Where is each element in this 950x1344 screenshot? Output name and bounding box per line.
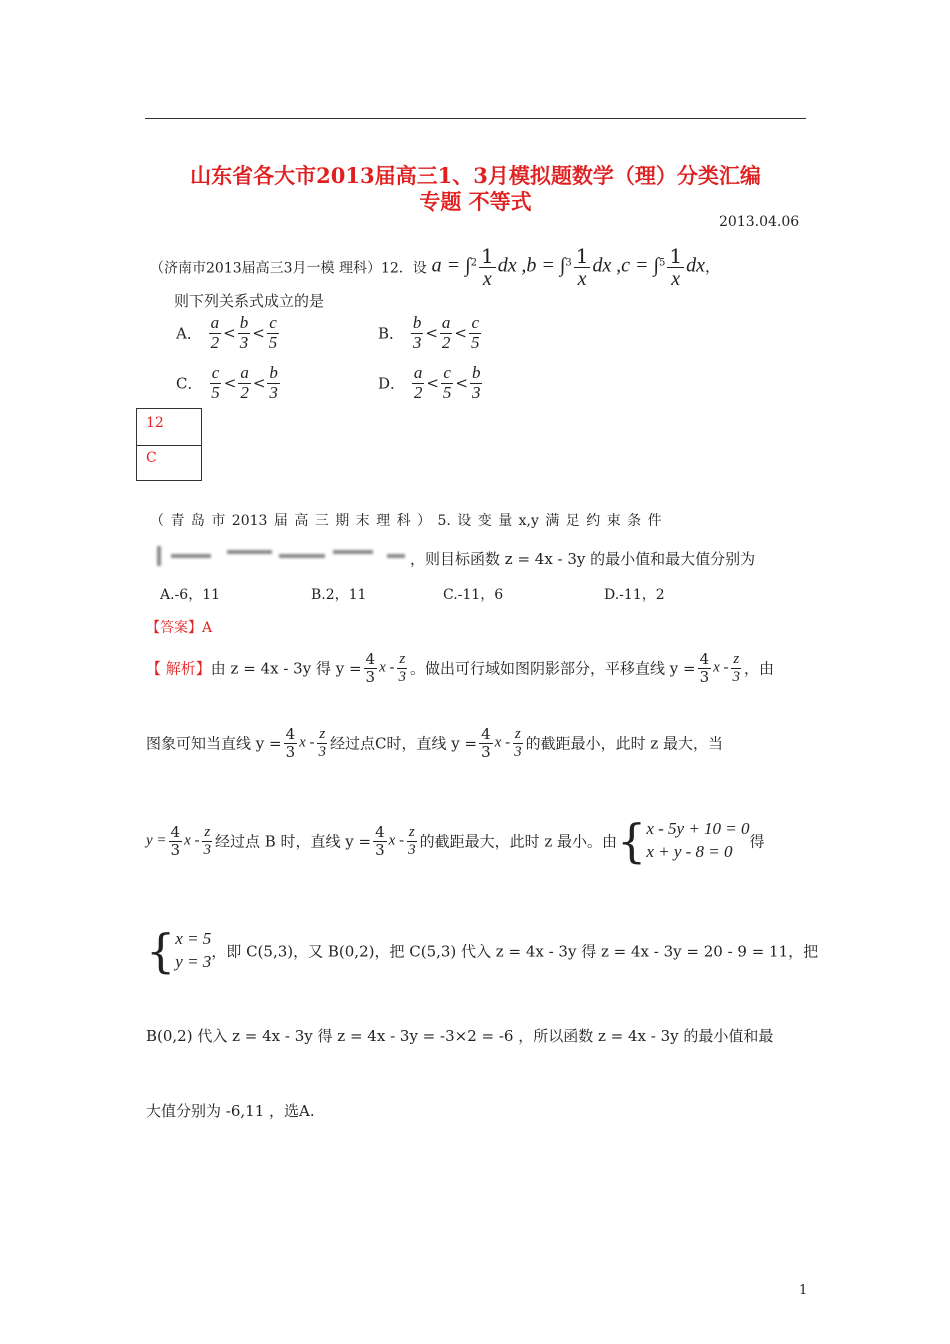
answer-box-answer: C — [136, 444, 202, 481]
doc-title: 山东省各大市2013届高三1、3月模拟题数学（理）分类汇编 — [190, 163, 761, 188]
q12-option-a: A． $\frac{a}{2}$ < $\frac{b}{3}$ < $\frac{c}{5}$ — [176, 313, 278, 352]
doc-subtitle: 专题 不等式 — [419, 189, 532, 214]
answer-box-number: 12 — [136, 408, 202, 446]
q12-frac-b: $\frac{1}{x}$ — [575, 244, 589, 290]
doc-date: 2013.04.06 — [719, 214, 800, 230]
q5-answer-tag: 【答案】A — [146, 620, 213, 636]
header-rule — [145, 118, 806, 119]
q12-frac-c: $\frac{1}{x}$ — [669, 244, 683, 290]
q5-option-c: C.-11，6 — [443, 587, 504, 603]
constraint-system-image — [157, 546, 407, 566]
analysis-line-2: 图象可知当直线 y = $\frac{4}{3}$ x - $\frac{z}{3}$ 经过点C时，直线 y = $\frac{4}{3}$ x - $\frac{z}{3}$ 的截距最小，此时 z 最大，当 — [146, 725, 724, 761]
q12-upper-c: 5 — [658, 257, 666, 269]
q5-target: ，则目标函数 z = 4x - 3y 的最小值和最大值分别为 — [410, 550, 756, 568]
q12-option-b: B． $\frac{b}{3}$ < $\frac{a}{2}$ < $\frac{c}{5}$ — [378, 313, 480, 352]
q12-stem — [150, 245, 720, 290]
q12-upper-b: 3 — [565, 257, 572, 269]
q12-integral-b: ,b = ∫ — [521, 254, 566, 277]
q12-dx-c: dx — [686, 254, 705, 277]
analysis-line-5: B(0,2) 代入 z = 4x - 3y 得 z = 4x - 3y = -3×2 = -6 ，所以函数 z = 4x - 3y 的最小值和最 — [146, 1027, 774, 1045]
q5-option-a: A.-6，11 — [160, 587, 221, 603]
q12-upper-a: 2 — [470, 257, 477, 269]
q12-dx-a: dx — [497, 254, 517, 277]
q12-dx-b: dx — [592, 254, 612, 277]
q12-question: 则下列关系式成立的是 — [174, 292, 325, 310]
q12-frac-a: $\frac{1}{x}$ — [480, 244, 494, 290]
q5-source: （ 青 岛 市 2013 届 高 三 期 末 理 科 ） 5. 设 变 量 x,y 满 足 约 束 条 件 — [150, 513, 662, 529]
analysis-line-3: y = $\frac{4}{3}$ x - $\frac{z}{3}$ 经过点 B 时，直线 y = $\frac{4}{3}$ x - $\frac{z}{3}$ 的截距最大，此时 z 最小。由{ x - 5y + 10 = 0 x + y - 8 = 0 得 — [146, 814, 765, 868]
q5-option-b: B.2，11 — [311, 587, 367, 603]
analysis-tag: 【 解析】 — [146, 659, 211, 678]
analysis-line-6: 大值分别为 -6,11 ，选A. — [146, 1102, 315, 1120]
q12-source: （济南市2013届高三3月一模 理科）12．设 — [150, 260, 427, 277]
q12-option-c: C． $\frac{c}{5}$ < $\frac{a}{2}$ < $\frac{b}{3}$ — [176, 363, 278, 402]
q12-integral-c: ,c = ∫ — [616, 254, 659, 277]
q12-option-d: D． $\frac{a}{2}$ < $\frac{c}{5}$ < $\frac{b}{3}$ — [378, 363, 481, 402]
analysis-line-1: 【 解析】由 z = 4x - 3y 得 y = $\frac{4}{3}$ x - $\frac{z}{3}$ 。做出可行域如图阴影部分，平移直线 y = $\frac{4}{3}$ x - $\frac{z}{3}$ ，由 — [146, 650, 775, 686]
q12-integral-a: a = ∫ — [431, 254, 471, 277]
q12-trail: ， — [704, 257, 720, 276]
analysis-line-4: { x = 5 y = 3 ，即 C(5,3)，又 B(0,2)，把 C(5,3) 代入 z = 4x - 3y 得 z = 4x - 3y = 20 - 9 = 11，把 — [146, 924, 819, 978]
page-number: 1 — [799, 1283, 808, 1298]
q5-option-d: D.-11，2 — [604, 587, 665, 603]
